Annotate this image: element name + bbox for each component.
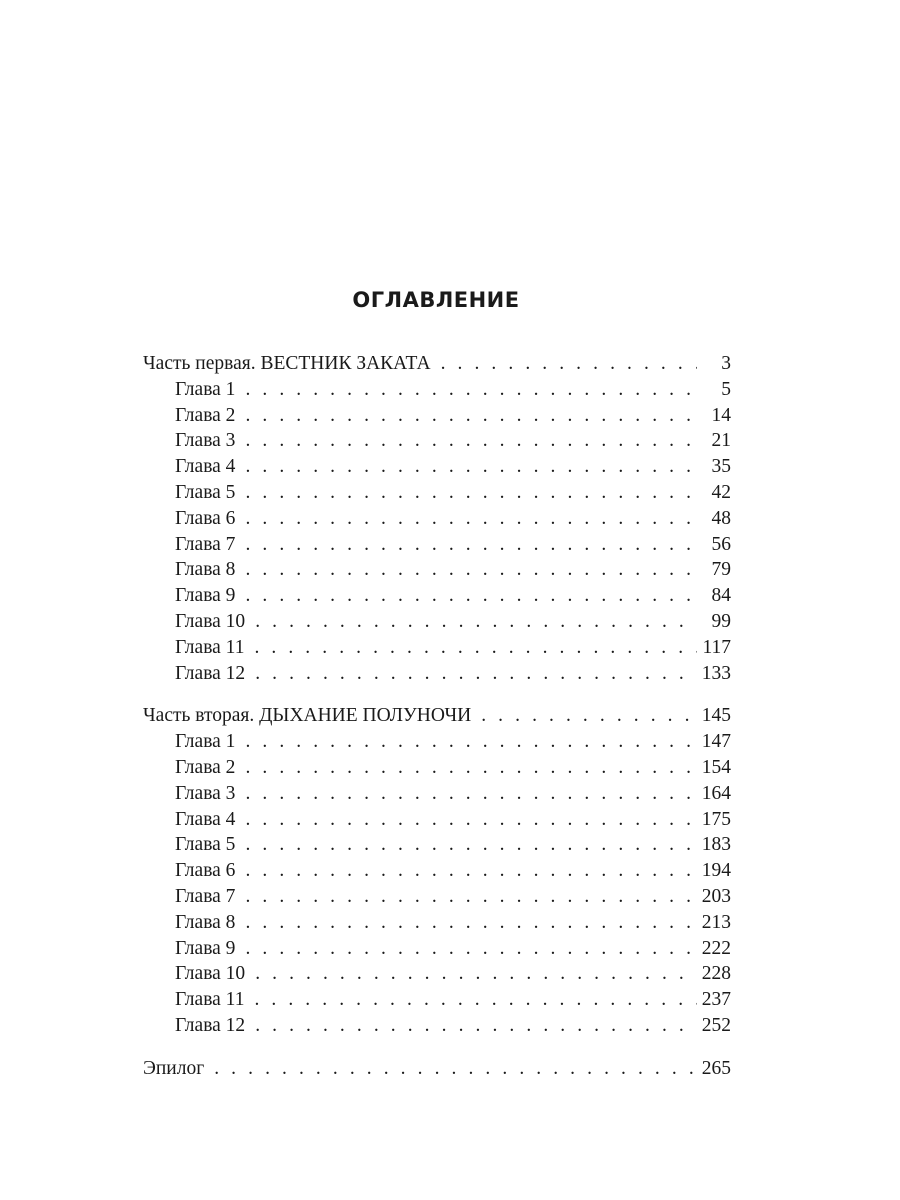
page-number: 154 — [701, 756, 731, 778]
page-number: 175 — [701, 808, 731, 830]
chapter-label: Глава 7 — [175, 533, 236, 555]
dot-leader — [245, 781, 697, 807]
page-number: 237 — [701, 989, 731, 1011]
dot-leader — [245, 583, 697, 609]
toc-chapter — [143, 609, 731, 635]
toc-chapter — [143, 557, 731, 583]
page-number: 252 — [701, 1014, 731, 1036]
toc-chapter — [143, 755, 731, 781]
dot-leader — [481, 703, 697, 729]
epilogue-label: Эпилог — [143, 1057, 205, 1079]
chapter-label: Глава 9 — [175, 937, 236, 959]
page-number: 56 — [711, 533, 731, 555]
page-number: 147 — [701, 731, 731, 753]
toc-chapter — [143, 936, 731, 962]
page-number: 84 — [711, 585, 731, 607]
dot-leader — [255, 609, 697, 635]
toc-chapter — [143, 858, 731, 884]
toc-chapter — [143, 961, 731, 987]
page-number: 99 — [711, 610, 731, 632]
page-number: 133 — [701, 662, 731, 684]
chapter-label: Глава 1 — [175, 378, 236, 400]
toc-part-2 — [143, 703, 731, 729]
toc-chapter — [143, 884, 731, 910]
chapter-label: Глава 5 — [175, 834, 236, 856]
dot-leader — [245, 858, 697, 884]
page-number: 79 — [711, 559, 731, 581]
page-number: 5 — [721, 378, 731, 400]
chapter-label: Глава 4 — [175, 808, 236, 830]
page-number: 183 — [701, 834, 731, 856]
toc-chapter — [143, 661, 731, 687]
part-label: Часть первая. ВЕСТНИК ЗАКАТА — [143, 353, 431, 374]
chapter-label: Глава 9 — [175, 585, 236, 607]
toc-chapter — [143, 635, 731, 661]
chapter-label: Глава 2 — [175, 404, 236, 426]
chapter-label: Глава 6 — [175, 507, 236, 529]
dot-leader — [245, 403, 697, 429]
toc-chapter — [143, 480, 731, 506]
chapter-label: Глава 8 — [175, 911, 236, 933]
chapter-label: Глава 8 — [175, 559, 236, 581]
page-number: 145 — [701, 705, 731, 727]
dot-leader — [441, 351, 697, 377]
part-label: Часть вторая. ДЫХАНИЕ ПОЛУНОЧИ — [143, 705, 472, 727]
chapter-label: Глава 12 — [175, 662, 246, 684]
table-of-contents — [143, 351, 731, 1082]
toc-chapter — [143, 506, 731, 532]
dot-leader — [245, 428, 697, 454]
toc-chapter — [143, 583, 731, 609]
dot-leader — [245, 807, 697, 833]
dot-leader — [245, 884, 697, 910]
dot-leader — [245, 910, 697, 936]
toc-epilogue — [143, 1056, 731, 1082]
dot-leader — [245, 454, 697, 480]
dot-leader — [245, 377, 697, 403]
page-number: 222 — [701, 937, 731, 959]
dot-leader — [245, 755, 697, 781]
section-spacer — [143, 1039, 731, 1056]
dot-leader — [245, 936, 697, 962]
page-number: 164 — [701, 782, 731, 804]
dot-leader — [255, 1013, 697, 1039]
chapter-label: Глава 10 — [175, 963, 246, 985]
page-number: 35 — [711, 456, 731, 478]
toc-part-1 — [143, 351, 731, 377]
toc-chapter — [143, 403, 731, 429]
page-number: 48 — [711, 507, 731, 529]
page-number: 117 — [702, 636, 731, 658]
toc-chapter — [143, 428, 731, 454]
toc-chapter — [143, 910, 731, 936]
chapter-label: Глава 11 — [175, 636, 245, 658]
dot-leader — [255, 661, 697, 687]
toc-chapter — [143, 532, 731, 558]
chapter-label: Глава 7 — [175, 885, 236, 907]
dot-leader — [254, 635, 697, 661]
chapter-label: Глава 11 — [175, 989, 245, 1011]
dot-leader — [255, 961, 697, 987]
page-number: 228 — [701, 963, 731, 985]
section-spacer — [143, 686, 731, 703]
toc-chapter — [143, 781, 731, 807]
toc-chapter — [143, 454, 731, 480]
toc-chapter — [143, 1013, 731, 1039]
chapter-label: Глава 10 — [175, 610, 246, 632]
page-number: 194 — [701, 860, 731, 882]
toc-chapter — [143, 729, 731, 755]
page-number: 203 — [701, 885, 731, 907]
dot-leader — [245, 729, 697, 755]
dot-leader — [214, 1056, 697, 1082]
page-number: 213 — [701, 911, 731, 933]
dot-leader — [245, 480, 697, 506]
toc-title: ОГЛАВЛЕНИЕ — [352, 288, 520, 312]
chapter-label: Глава 12 — [175, 1014, 246, 1036]
page-number: 265 — [701, 1057, 731, 1079]
dot-leader — [245, 832, 697, 858]
chapter-label: Глава 3 — [175, 782, 236, 804]
chapter-label: Глава 5 — [175, 481, 236, 503]
chapter-label: Глава 2 — [175, 756, 236, 778]
toc-chapter — [143, 377, 731, 403]
toc-chapter — [143, 832, 731, 858]
toc-chapter — [143, 807, 731, 833]
toc-chapter — [143, 987, 731, 1013]
page-number: 42 — [711, 481, 731, 503]
chapter-label: Глава 3 — [175, 430, 236, 452]
chapter-label: Глава 6 — [175, 860, 236, 882]
chapter-label: Глава 1 — [175, 731, 236, 753]
page-number: 21 — [711, 430, 731, 452]
page-number: 14 — [711, 404, 731, 426]
dot-leader — [254, 987, 697, 1013]
dot-leader — [245, 532, 697, 558]
page-number: 3 — [721, 353, 731, 374]
dot-leader — [245, 557, 697, 583]
dot-leader — [245, 506, 697, 532]
chapter-label: Глава 4 — [175, 456, 236, 478]
